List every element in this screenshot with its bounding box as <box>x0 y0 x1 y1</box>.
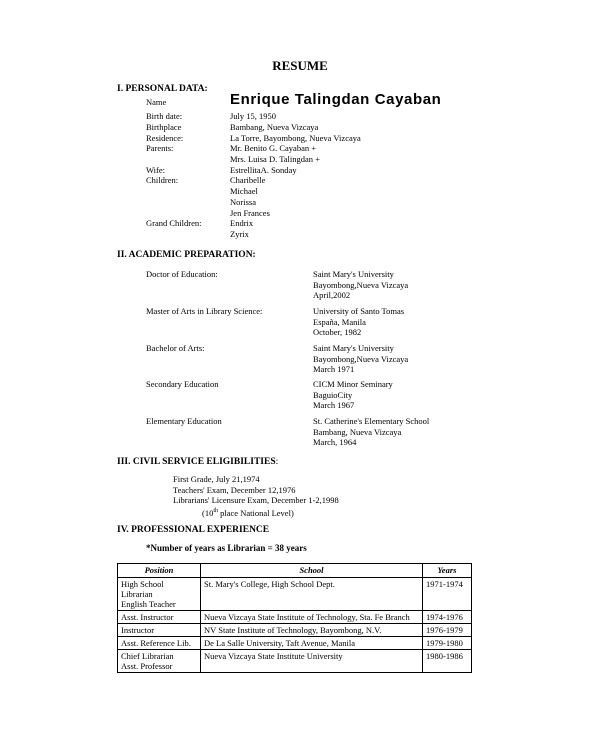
academic-degree: Doctor of Education: <box>146 269 218 279</box>
personal-label: Parents: <box>146 143 174 153</box>
academic-line: CICM Minor Seminary <box>313 379 393 389</box>
academic-institution <box>313 379 393 411</box>
personal-value: Bambang, Nueva Vizcaya <box>230 122 319 132</box>
personal-label: Wife: <box>146 165 166 175</box>
academic-degree: Bachelor of Arts: <box>146 343 205 353</box>
position-line: Asst. Reference Lib. <box>121 638 191 648</box>
personal-label: Children: <box>146 175 179 185</box>
eligibility-note-pre: (10 <box>202 507 214 518</box>
academic-line: March 1971 <box>313 364 355 375</box>
years-note: *Number of years as Librarian = 38 years <box>146 543 307 553</box>
eligibility-item: Teachers' Exam, December 12,1976 <box>173 484 296 495</box>
personal-label: Name <box>146 97 167 107</box>
personal-value: Zyrix <box>230 229 249 239</box>
personal-label: Birthplace <box>146 122 182 132</box>
cell-years: 1980-1986 <box>423 650 472 673</box>
header-school: School <box>201 564 423 578</box>
position-line: English Teacher <box>121 599 176 609</box>
experience-table <box>117 563 472 673</box>
cell-years: 1976-1979 <box>423 624 472 637</box>
experience-heading: IV. PROFESSIONAL EXPERIENCE <box>117 525 270 535</box>
civil-service-heading <box>117 457 278 467</box>
eligibility-note <box>173 506 339 518</box>
personal-value: Michael <box>230 186 258 196</box>
personal-label: Grand Children: <box>146 218 202 228</box>
personal-value: July 15, 1950 <box>230 111 277 121</box>
eligibility-item: First Grade, July 21,1974 <box>173 474 260 484</box>
personal-value: Endrix <box>230 218 254 228</box>
personal-label: Birth date: <box>146 111 183 121</box>
personal-value: EstrellitaA. Sonday <box>230 165 297 175</box>
position-line: Chief Librarian <box>121 651 174 661</box>
position-line: Instructor <box>121 625 155 635</box>
cell-school: Nueva Vizcaya State Institute University <box>201 650 423 673</box>
academic-line: March, 1964 <box>313 437 357 448</box>
academic-institution <box>313 343 408 375</box>
academic-line: BaguioCity <box>313 389 353 400</box>
cell-years: 1974-1976 <box>423 611 472 624</box>
table-header-row <box>118 564 472 578</box>
academic-line: St. Catherine's Elementary School <box>313 416 430 426</box>
personal-value: La Torre, Bayombong, Nueva Vizcaya <box>230 133 361 143</box>
eligibility-note-post: place National Level) <box>218 507 294 518</box>
personal-data-heading: I. PERSONAL DATA: <box>117 84 208 94</box>
personal-label: Residence: <box>146 133 184 143</box>
cell-position <box>118 650 201 673</box>
position-line: Asst. Professor <box>121 661 173 671</box>
header-years: Years <box>423 564 472 578</box>
table-row <box>118 578 472 611</box>
cell-years: 1971-1974 <box>423 578 472 611</box>
cell-school: NV State Institute of Technology, Bayombong, N.V. <box>201 624 423 637</box>
academic-line: Saint Mary's University <box>313 343 394 353</box>
academic-degree: Secondary Education <box>146 379 219 389</box>
position-line: High School Librarian <box>121 579 164 599</box>
cell-position <box>118 637 201 650</box>
cell-years: 1979-1980 <box>423 637 472 650</box>
academic-institution <box>313 269 408 301</box>
table-row <box>118 637 472 650</box>
cell-school: De La Salle University, Taft Avenue, Manila <box>201 637 423 650</box>
academic-line: España, Manila <box>313 316 366 327</box>
cell-school: Nueva Vizcaya State Institute of Technology, Sta. Fe Branch <box>201 611 423 624</box>
civil-service-heading-text: III. CIVIL SERVICE ELIGIBILITIES <box>117 457 276 467</box>
eligibility-note-sup: th <box>213 507 219 514</box>
academic-line: University of Santo Tomas <box>313 306 405 316</box>
header-position: Position <box>118 564 201 578</box>
academic-line: March 1967 <box>313 400 355 411</box>
civil-service-list <box>173 474 339 518</box>
personal-value: Mrs. Luisa D. Talingdan + <box>230 154 320 164</box>
academic-degree: Master of Arts in Library Science: <box>146 306 263 316</box>
academic-line: April,2002 <box>313 290 351 301</box>
table-row <box>118 611 472 624</box>
resume-title: RESUME <box>272 58 328 73</box>
academic-heading: II. ACADEMIC PREPARATION: <box>117 250 256 260</box>
academic-degree: Elementary Education <box>146 416 222 426</box>
academic-line: Bayombong,Nueva Vizcaya <box>313 353 409 364</box>
personal-value: Charibelle <box>230 175 266 185</box>
table-row <box>118 624 472 637</box>
academic-line: October, 1982 <box>313 327 362 338</box>
academic-line: Saint Mary's University <box>313 269 394 279</box>
cell-position <box>118 611 201 624</box>
academic-line: Bambang, Nueva Vizcaya <box>313 426 402 437</box>
position-line: Asst. Instructor <box>121 612 174 622</box>
cell-position <box>118 624 201 637</box>
cell-position <box>118 578 201 611</box>
academic-line: Bayombong,Nueva Vizcaya <box>313 279 409 290</box>
academic-institution <box>313 416 429 448</box>
civil-service-heading-colon: : <box>275 457 279 467</box>
personal-value: Jen Frances <box>230 208 270 218</box>
personal-value: Mr. Benito G. Cayaban + <box>230 143 317 153</box>
table-row <box>118 650 472 673</box>
person-name: Enrique Talingdan Cayaban <box>230 91 442 108</box>
personal-value: Norissa <box>230 197 256 207</box>
cell-school: St. Mary's College, High School Dept. <box>201 578 423 611</box>
academic-institution <box>313 306 404 338</box>
eligibility-item: Librarians' Licensure Exam, December 1-2,1998 <box>173 495 339 506</box>
